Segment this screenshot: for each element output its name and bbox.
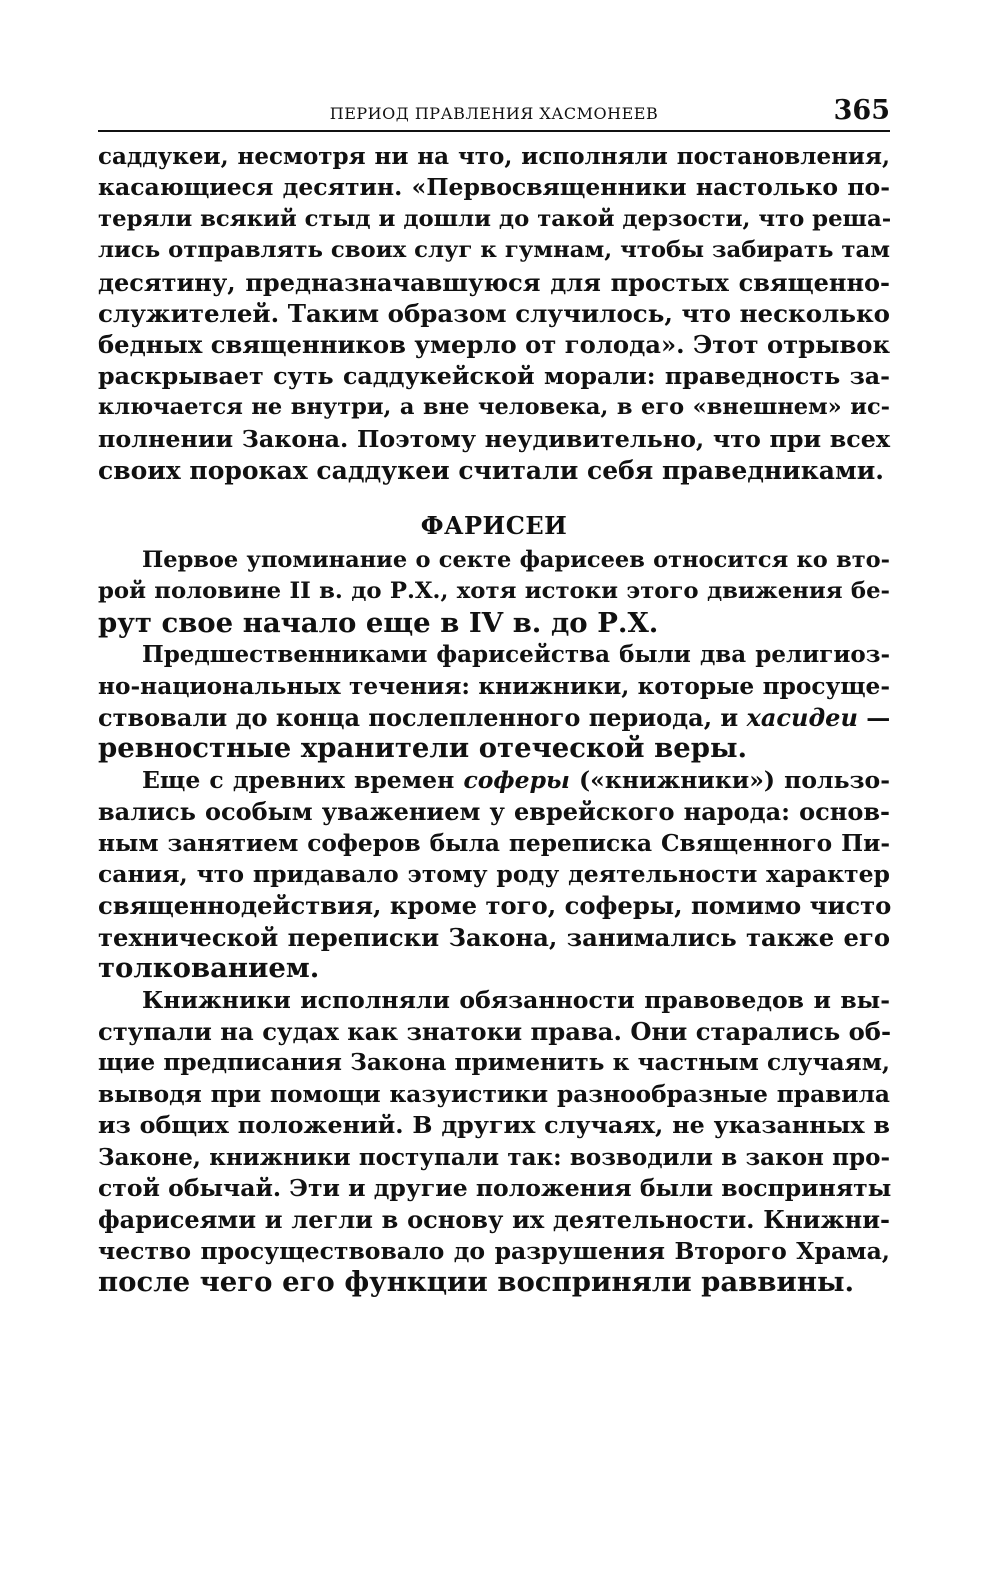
italic-term: соферы bbox=[463, 765, 570, 794]
text-line: полнении Закона. Поэтому неудивительно, что при всех bbox=[98, 424, 890, 453]
text-line: Законе, книжники поступали так: возводили в закон про- bbox=[98, 1143, 890, 1171]
text-line bbox=[98, 765, 890, 796]
section-title: ФАРИСЕИ bbox=[420, 511, 568, 541]
text-line: саддукеи, несмотря ни на что, исполняли постановления, bbox=[98, 143, 890, 170]
text-line: бедных священников умерло от голода». Этот отрывок bbox=[98, 330, 890, 360]
text-line: сания, что придавало этому роду деятельности характер bbox=[98, 859, 890, 888]
text-line: служителей. Таким образом случилось, что несколько bbox=[98, 299, 890, 329]
text-line: но-национальных течения: книжники, которые просуще- bbox=[98, 672, 890, 700]
book-page bbox=[98, 92, 890, 1299]
text-line: фарисеями и легли в основу их деятельности. Книжни- bbox=[98, 1205, 890, 1235]
paragraph-scribes bbox=[98, 985, 890, 1299]
text-segment: («книжники») пользо- bbox=[569, 765, 890, 794]
running-title: ПЕРИОД ПРАВЛЕНИЯ ХАСМОНЕЕВ bbox=[329, 104, 659, 123]
text-line: вались особым уважением у еврейского народа: основ- bbox=[98, 797, 890, 827]
text-segment: — bbox=[857, 702, 891, 732]
text-line: из общих положений. В других случаях, не указанных в bbox=[98, 1111, 890, 1140]
text-line: священнодействия, кроме того, соферы, помимо чисто bbox=[98, 891, 892, 921]
text-line: своих пороках саддукеи считали себя праведниками. bbox=[98, 456, 884, 486]
text-line: стой обычай. Эти и другие положения были восприняты bbox=[98, 1174, 892, 1202]
text-line bbox=[98, 702, 890, 733]
text-segment: ствовали до конца послепленного периода, и bbox=[98, 702, 747, 732]
italic-term: хасидеи bbox=[746, 702, 858, 732]
text-line: теряли всякий стыд и дошли до такой дерзости, что реша- bbox=[98, 205, 892, 232]
text-line: Предшественниками фарисейства были два религиоз- bbox=[142, 641, 890, 669]
text-line: ступали на судах как знатоки права. Они старались об- bbox=[98, 1016, 892, 1046]
text-line: чество просуществовало до разрушения Второго Храма, bbox=[98, 1236, 890, 1265]
text-line: Книжники исполняли обязанности правоведов и вы- bbox=[142, 985, 890, 1014]
text-line: касающиеся десятин. «Первосвященники настолько по- bbox=[98, 173, 890, 202]
text-line: раскрывает суть саддукейской морали: праведность за- bbox=[98, 361, 890, 390]
text-line: Первое упоминание о секте фарисеев относится ко вто- bbox=[142, 546, 890, 573]
running-head bbox=[98, 92, 890, 132]
paragraph-saddukei bbox=[98, 141, 890, 486]
text-line: рой половине II в. до Р.Х., хотя истоки этого движения бе- bbox=[98, 578, 890, 605]
paragraph-soferim bbox=[98, 765, 890, 985]
body-text bbox=[98, 141, 890, 1299]
page-number: 365 bbox=[833, 95, 890, 126]
text-line: ным занятием соферов была переписка Священного Пи- bbox=[98, 829, 890, 857]
text-line: ключается не внутри, а вне человека, в его «внешнем» ис- bbox=[98, 394, 890, 421]
paragraph-first-mention bbox=[98, 545, 890, 639]
text-line: толкованием. bbox=[98, 952, 320, 985]
text-line: после чего его функции восприняли раввины. bbox=[98, 1266, 855, 1299]
text-line: щие предписания Закона применить к частным случаям, bbox=[98, 1049, 890, 1077]
text-line: рут свое начало еще в IV в. до Р.Х. bbox=[98, 606, 659, 639]
text-line: выводя при помощи казуистики разнообразные правила bbox=[98, 1080, 890, 1108]
text-line: десятину, предназначавшуюся для простых священно- bbox=[98, 267, 890, 297]
paragraph-predecessors bbox=[98, 639, 890, 765]
text-line: лись отправлять своих слуг к гумнам, чтобы забирать там bbox=[98, 237, 890, 264]
text-line: технической переписки Закона, занимались также его bbox=[98, 922, 890, 952]
text-segment: Еще с древних времен bbox=[142, 765, 464, 794]
text-line: ревностные хранители отеческой веры. bbox=[98, 732, 748, 765]
